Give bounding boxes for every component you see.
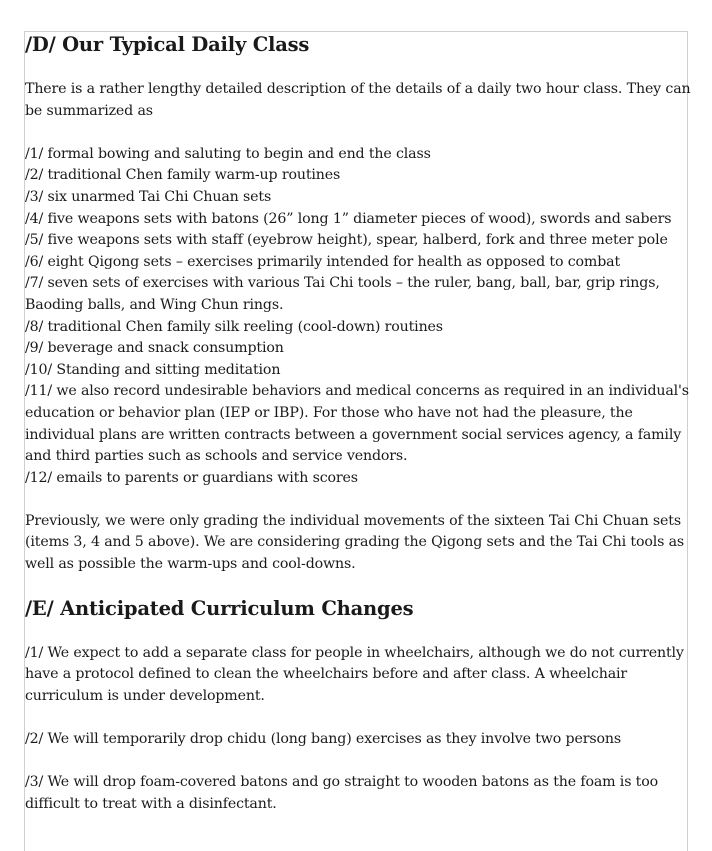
list-item: /11/ we also record undesirable behaviors and medical concerns as required in an individual's bbox=[25, 383, 689, 400]
list-item: /7/ seven sets of exercises with various Tai Chi tools – the ruler, bang, ball, bar, grip rings, bbox=[25, 275, 660, 292]
text-line: There is a rather lengthy detailed description of the details of a daily two hour class. They can bbox=[25, 81, 691, 97]
section-d-list bbox=[25, 144, 689, 490]
text-line: /3/ We will drop foam-covered batons and go straight to wooden batons as the foam is too bbox=[25, 774, 659, 791]
text-line: have a protocol defined to clean the wheelchairs before and after class. A wheelchair bbox=[25, 666, 628, 683]
document-content bbox=[25, 32, 689, 815]
list-item: individual plans are written contracts between a government social services agency, a family bbox=[25, 426, 682, 443]
list-item: /3/ six unarmed Tai Chi Chuan sets bbox=[25, 188, 272, 205]
list-item: /6/ eight Qigong sets – exercises primarily intended for health as opposed to combat bbox=[25, 253, 621, 270]
text-line: Previously, we were only grading the individual movements of the sixteen Tai Chi Chuan sets bbox=[25, 512, 681, 529]
section-e-item-2 bbox=[25, 729, 689, 751]
list-item: and third parties such as schools and service vendors. bbox=[25, 448, 408, 465]
section-e-item-1 bbox=[25, 643, 689, 708]
list-item: /5/ five weapons sets with staff (eyebrow height), spear, halberd, fork and three meter pole bbox=[25, 232, 668, 249]
section-d-heading: /D/ Our Typical Daily Class bbox=[25, 33, 310, 56]
list-item: /4/ five weapons sets with batons (26” long 1” diameter pieces of wood), swords and sabers bbox=[25, 210, 672, 227]
list-item: /9/ beverage and snack consumption bbox=[25, 340, 284, 357]
text-line: (items 3, 4 and 5 above). We are considering grading the Qigong sets and the Tai Chi tools as bbox=[25, 534, 685, 551]
list-item: /10/ Standing and sitting meditation bbox=[25, 361, 281, 378]
list-item: /8/ traditional Chen family silk reeling (cool-down) routines bbox=[25, 318, 443, 335]
list-item: Baoding balls, and Wing Chun rings. bbox=[25, 296, 284, 313]
text-line: well as possible the warm-ups and cool-downs. bbox=[25, 556, 356, 573]
list-item: /12/ emails to parents or guardians with scores bbox=[25, 469, 358, 486]
text-line: /1/ We expect to add a separate class for people in wheelchairs, although we do not currently bbox=[25, 644, 684, 661]
section-d-intro bbox=[25, 79, 689, 122]
text-line: be summarized as bbox=[25, 102, 153, 119]
list-item: /1/ formal bowing and saluting to begin and end the class bbox=[25, 145, 431, 162]
section-e-heading: /E/ Anticipated Curriculum Changes bbox=[25, 596, 414, 620]
text-line: curriculum is under development. bbox=[25, 687, 265, 704]
list-item: /2/ traditional Chen family warm-up routines bbox=[25, 167, 341, 184]
text-line: /2/ We will temporarily drop chidu (long bang) exercises as they involve two persons bbox=[25, 731, 622, 748]
section-e-item-3 bbox=[25, 772, 689, 815]
section-d-closing bbox=[25, 511, 689, 576]
text-line: difficult to treat with a disinfectant. bbox=[25, 795, 277, 812]
list-item: education or behavior plan (IEP or IBP). For those who have not had the pleasure, the bbox=[25, 404, 633, 421]
